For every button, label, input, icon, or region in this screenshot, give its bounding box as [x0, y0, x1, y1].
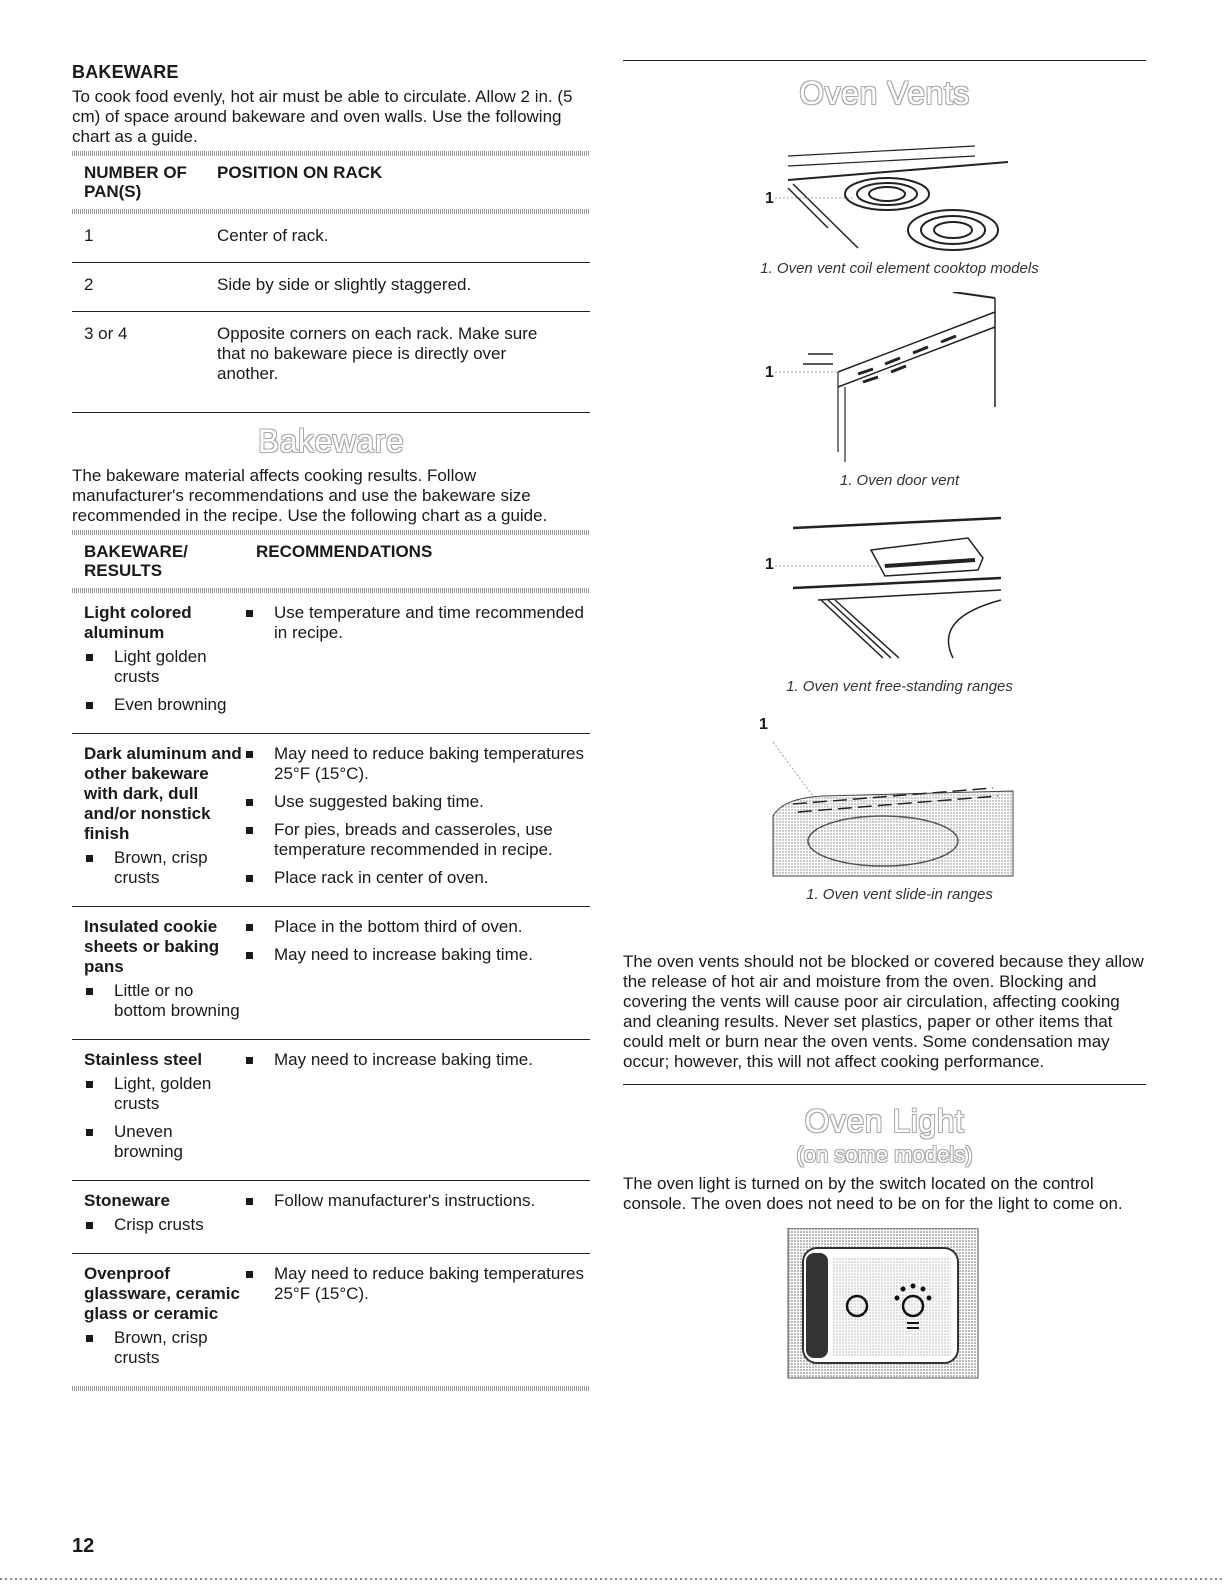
- oven-light-title: Oven Light: [804, 1103, 965, 1139]
- list-item: Use temperature and time recommended in recipe.: [244, 603, 590, 643]
- oven-vents-body: The oven vents should not be blocked or covered because they allow the release of hot air and moisture from the oven. Blocking and covering the vents will cause poor air circulation, affecting cooking and cleaning results. Never set plastics, paper or other items that could melt or burn near the oven vents. Some condensation may occur; however, this will not affect cooking performance.: [623, 952, 1144, 1071]
- section-divider: [623, 1084, 1146, 1085]
- header-number-of-pans: NUMBER OF PAN(S): [84, 163, 187, 201]
- page-number: 12: [72, 1535, 95, 1557]
- list-item: Brown, crisp crusts: [84, 848, 244, 888]
- list-item: Uneven browning: [84, 1122, 244, 1162]
- free-standing-illustration: [623, 508, 1146, 678]
- coil-cooktop-illustration: [623, 118, 1146, 258]
- rack-position: Center of rack.: [217, 226, 329, 245]
- recommendations-list: [244, 744, 590, 888]
- table-row: [72, 1253, 590, 1386]
- bakeware-section-title: Bakeware: [257, 423, 405, 459]
- callout-number: 1: [765, 190, 774, 207]
- results-list: [84, 981, 244, 1021]
- list-item: May need to increase baking time.: [244, 945, 590, 965]
- oven-light-switch-illustration: [623, 1228, 1146, 1388]
- results-list: [84, 647, 244, 715]
- coil-cooktop-vent-figure: [623, 118, 1146, 258]
- callout-number: 1: [765, 364, 774, 381]
- slide-in-vent-figure: [623, 716, 1146, 886]
- list-item: Brown, crisp crusts: [84, 1328, 244, 1368]
- pan-count: 1: [84, 226, 94, 245]
- door-vent-illustration: [623, 292, 1146, 472]
- recommendations-list: [244, 1050, 590, 1070]
- results-list: [84, 1074, 244, 1162]
- table-row: [72, 733, 590, 906]
- list-item: Little or no bottom browning: [84, 981, 244, 1021]
- pan-count: 2: [84, 275, 94, 294]
- oven-vents-title: Oven Vents: [799, 75, 970, 111]
- pan-table-header: [72, 156, 590, 209]
- results-list: [84, 848, 244, 888]
- list-item: Place in the bottom third of oven.: [244, 917, 590, 937]
- figure-caption: 1. Oven vent free-standing ranges: [786, 678, 1013, 695]
- bakeware-type: Stoneware: [84, 1191, 170, 1210]
- section-divider: [72, 412, 590, 413]
- table-row: [72, 1180, 590, 1253]
- bakeware-material-intro: The bakeware material affects cooking results. Follow manufacturer's recommendations and use the bakeware size recommended in the recipe. Use the following chart as a guide.: [72, 466, 548, 525]
- rack-position: Side by side or slightly staggered.: [217, 275, 472, 294]
- list-item: Place rack in center of oven.: [244, 868, 590, 888]
- list-item: Even browning: [84, 695, 244, 715]
- results-list: [84, 1215, 244, 1235]
- bakeware-heading: BAKEWARE: [72, 62, 179, 82]
- header-position-on-rack: POSITION ON RACK: [217, 163, 383, 182]
- right-column: [623, 60, 1146, 1388]
- list-item: Use suggested baking time.: [244, 792, 590, 812]
- recommendations-list: [244, 1264, 590, 1304]
- callout-number: 1: [765, 556, 774, 573]
- header-bakeware-results: BAKEWARE/ RESULTS: [84, 542, 188, 580]
- list-item: Light golden crusts: [84, 647, 244, 687]
- bakeware-type: Insulated cookie sheets or baking pans: [84, 917, 220, 976]
- door-vent-figure: [623, 292, 1146, 472]
- pan-table-body: [72, 214, 590, 412]
- list-item: May need to reduce baking temperatures 25°F (15°C).: [244, 1264, 590, 1304]
- page-bottom-edge: [0, 1578, 1225, 1580]
- bakeware-type: Dark aluminum and other bakeware with dark, dull and/or nonstick finish: [84, 744, 242, 843]
- left-column: [72, 62, 590, 1391]
- table-row: [72, 593, 590, 733]
- table-row: [72, 1039, 590, 1180]
- oven-light-switch-figure: [623, 1228, 1146, 1388]
- pan-count: 3 or 4: [84, 324, 128, 343]
- table-row: [72, 906, 590, 1039]
- bakeware-table-header: [72, 535, 590, 588]
- oven-light-subtitle: (on some models): [796, 1142, 973, 1167]
- slide-in-illustration: [623, 716, 1146, 886]
- list-item: For pies, breads and casseroles, use temperature recommended in recipe.: [244, 820, 590, 860]
- callout-number: 1: [759, 716, 768, 733]
- list-item: May need to reduce baking temperatures 25°F (15°C).: [244, 744, 590, 784]
- table-row: [72, 311, 590, 412]
- oven-light-body: The oven light is turned on by the switch located on the control console. The oven does not need to be on for the light to come on.: [623, 1174, 1123, 1213]
- recommendations-list: [244, 917, 590, 965]
- bakeware-type: Ovenproof glassware, ceramic glass or ceramic: [84, 1264, 240, 1323]
- list-item: Follow manufacturer's instructions.: [244, 1191, 590, 1211]
- bakeware-table-body: [72, 593, 590, 1386]
- table-row: [72, 214, 590, 262]
- list-item: May need to increase baking time.: [244, 1050, 590, 1070]
- header-recommendations: RECOMMENDATIONS: [256, 542, 433, 561]
- bakeware-type: Stainless steel: [84, 1050, 203, 1069]
- figure-caption: 1. Oven vent slide-in ranges: [806, 886, 993, 903]
- recommendations-list: [244, 603, 590, 643]
- results-list: [84, 1328, 244, 1368]
- figure-caption: 1. Oven vent coil element cooktop models: [760, 260, 1039, 277]
- figure-caption: 1. Oven door vent: [839, 472, 960, 489]
- recommendations-list: [244, 1191, 590, 1211]
- section-divider: [623, 60, 1146, 61]
- list-item: Light, golden crusts: [84, 1074, 244, 1114]
- free-standing-vent-figure: [623, 508, 1146, 678]
- bakeware-intro: To cook food evenly, hot air must be able to circulate. Allow 2 in. (5 cm) of space around bakeware and oven walls. Use the following chart as a guide.: [72, 87, 573, 146]
- list-item: Crisp crusts: [84, 1215, 244, 1235]
- table-row: [72, 262, 590, 311]
- rack-position: Opposite corners on each rack. Make sure that no bakeware piece is directly over another.: [217, 324, 538, 383]
- bakeware-type: Light colored aluminum: [84, 603, 192, 642]
- table-bottom-border: [72, 1386, 590, 1391]
